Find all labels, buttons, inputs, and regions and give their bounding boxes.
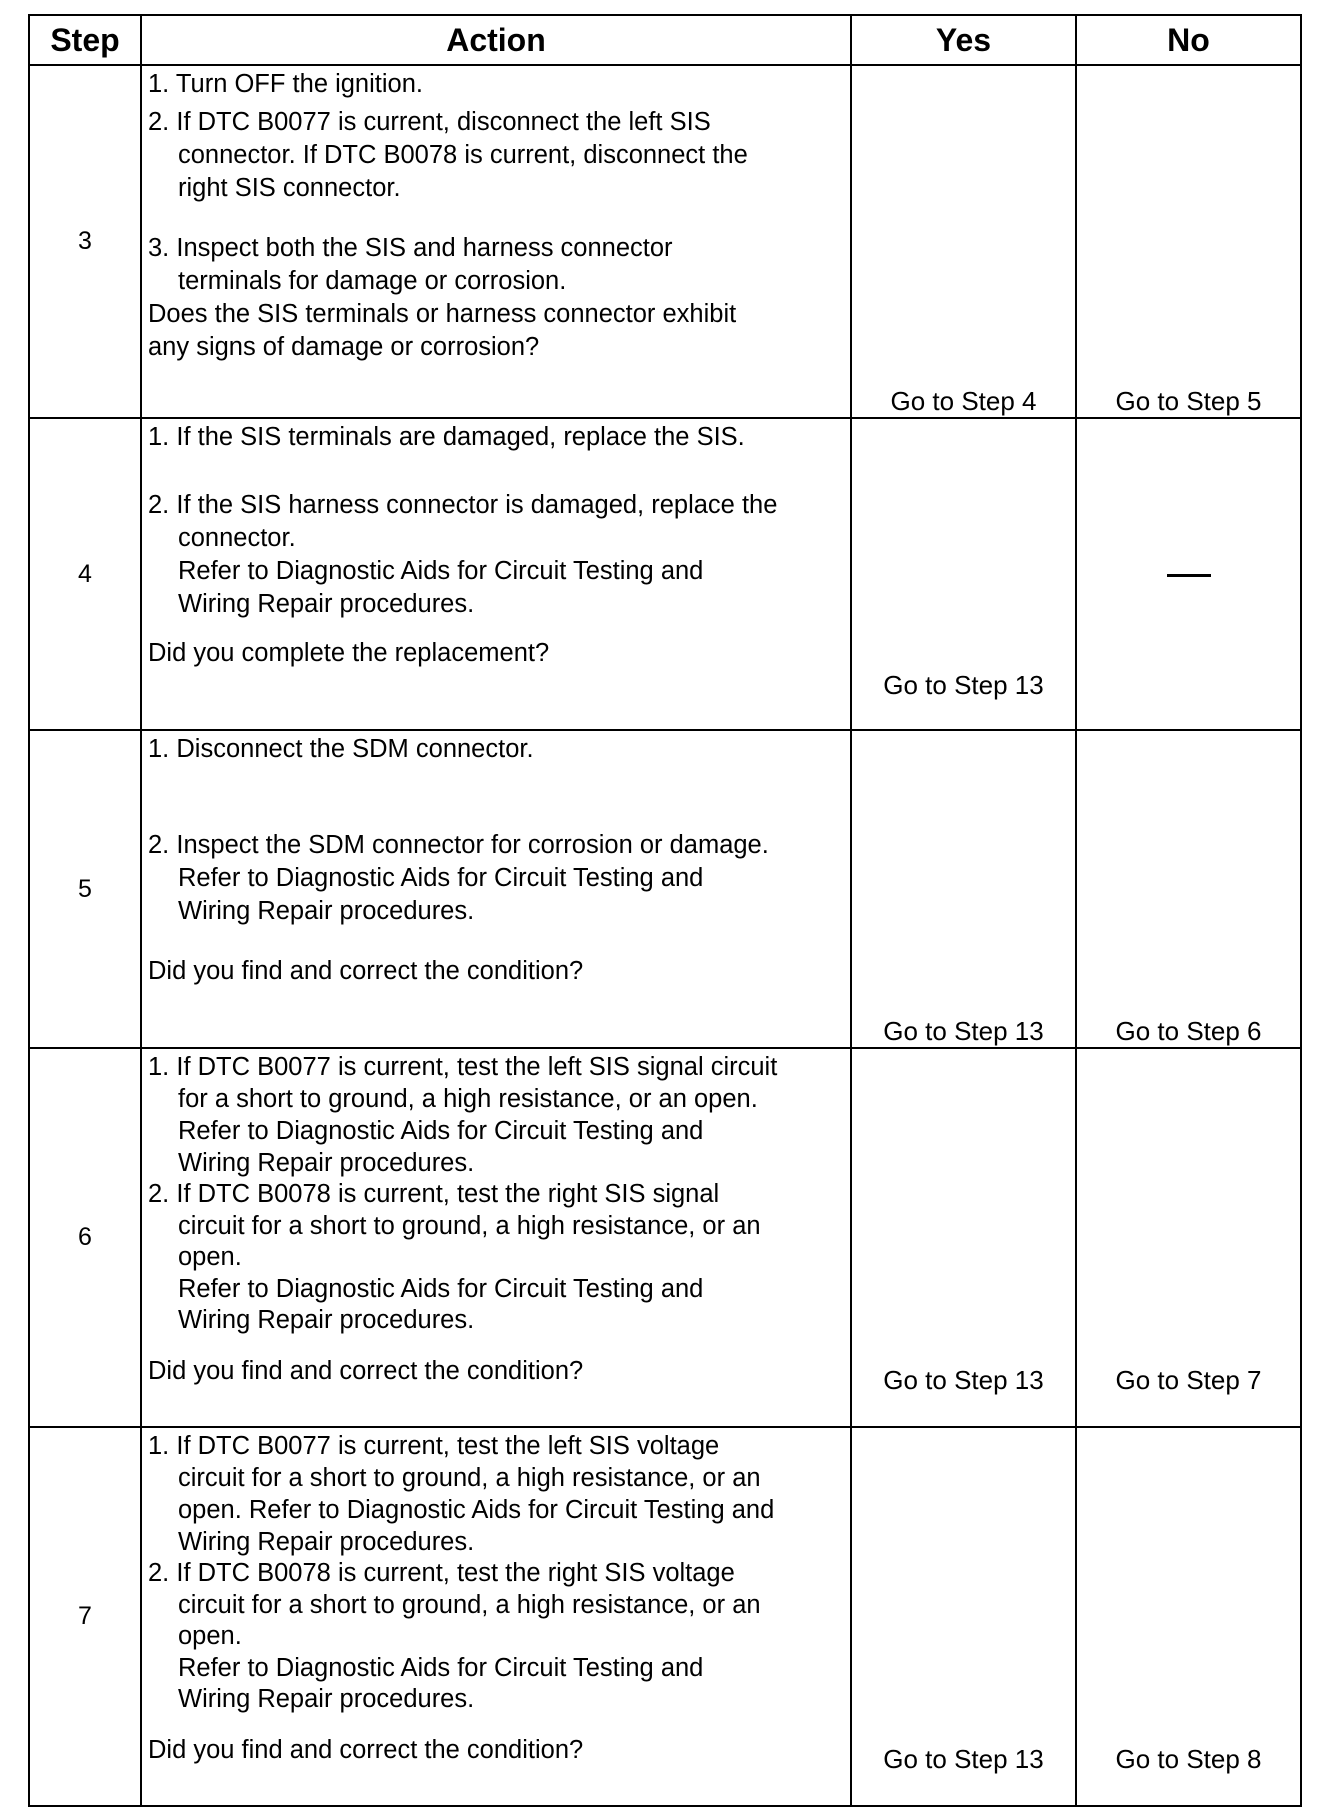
header-row bbox=[29, 15, 1301, 65]
action-item: 2. If DTC B0077 is current, disconnect the left SIS connector. If DTC B0078 is current, disconnect the right SIS connector. bbox=[148, 108, 748, 202]
action-item: 1. If DTC B0077 is current, test the left SIS signal circuit for a short to ground, a high resistance, or an open. Refer to Diagnostic Aids for Circuit Testing and Wiring Repair procedures. bbox=[148, 1053, 778, 1177]
action-question: Does the SIS terminals or harness connector exhibit any signs of damage or corrosion? bbox=[148, 300, 737, 361]
step-number: 3 bbox=[29, 65, 141, 418]
action-item: 2. If the SIS harness connector is damaged, replace the connector. Refer to Diagnostic Aids for Circuit Testing and Wiring Repair procedures. bbox=[148, 491, 778, 618]
action-cell bbox=[141, 65, 851, 418]
step-number: 6 bbox=[29, 1048, 141, 1427]
action-item: 1. Disconnect the SDM connector. bbox=[148, 735, 534, 763]
action-item: 1. If the SIS terminals are damaged, replace the SIS. bbox=[148, 423, 745, 451]
yes-outcome: Go to Step 13 bbox=[851, 1427, 1076, 1806]
action-item: 3. Inspect both the SIS and harness connector terminals for damage or corrosion. bbox=[148, 234, 673, 295]
header-yes: Yes bbox=[851, 15, 1076, 65]
no-outcome: Go to Step 6 bbox=[1076, 730, 1301, 1048]
header-action: Action bbox=[141, 15, 851, 65]
yes-outcome: Go to Step 4 bbox=[851, 65, 1076, 418]
table-row bbox=[29, 730, 1301, 1048]
no-outcome: Go to Step 7 bbox=[1076, 1048, 1301, 1427]
action-item: 2. Inspect the SDM connector for corrosion or damage. Refer to Diagnostic Aids for Circuit Testing and Wiring Repair procedures. bbox=[148, 831, 769, 925]
header-no: No bbox=[1076, 15, 1301, 65]
table-row bbox=[29, 1048, 1301, 1427]
action-item: 2. If DTC B0078 is current, test the right SIS signal circuit for a short to ground, a high resistance, or an open. Refer to Diagnostic Aids for Circuit Testing and Wiring Repair procedures. bbox=[148, 1180, 761, 1334]
no-outcome: Go to Step 5 bbox=[1076, 65, 1301, 418]
action-question: Did you find and correct the condition? bbox=[148, 1736, 584, 1764]
table-row bbox=[29, 418, 1301, 730]
action-question: Did you find and correct the condition? bbox=[148, 957, 584, 985]
no-outcome bbox=[1076, 418, 1301, 730]
action-item: 1. Turn OFF the ignition. bbox=[148, 70, 423, 98]
action-cell bbox=[141, 730, 851, 1048]
step-number: 5 bbox=[29, 730, 141, 1048]
step-number: 7 bbox=[29, 1427, 141, 1806]
action-item: 2. If DTC B0078 is current, test the right SIS voltage circuit for a short to ground, a high resistance, or an open. Refer to Diagnostic Aids for Circuit Testing and Wiring Repair procedures. bbox=[148, 1559, 761, 1713]
table-row bbox=[29, 65, 1301, 418]
table-row bbox=[29, 1427, 1301, 1806]
yes-outcome: Go to Step 13 bbox=[851, 730, 1076, 1048]
dash-placeholder bbox=[1167, 574, 1211, 577]
yes-outcome: Go to Step 13 bbox=[851, 418, 1076, 730]
action-question: Did you complete the replacement? bbox=[148, 639, 550, 667]
action-question: Did you find and correct the condition? bbox=[148, 1357, 584, 1385]
action-cell bbox=[141, 1427, 851, 1806]
yes-outcome: Go to Step 13 bbox=[851, 1048, 1076, 1427]
header-step: Step bbox=[29, 15, 141, 65]
no-outcome: Go to Step 8 bbox=[1076, 1427, 1301, 1806]
action-cell bbox=[141, 1048, 851, 1427]
action-cell bbox=[141, 418, 851, 730]
diagnostic-table bbox=[28, 14, 1302, 1807]
action-item: 1. If DTC B0077 is current, test the left SIS voltage circuit for a short to ground, a high resistance, or an open. Refer to Diagnostic Aids for Circuit Testing and Wiring Repair procedures. bbox=[148, 1432, 775, 1556]
step-number: 4 bbox=[29, 418, 141, 730]
